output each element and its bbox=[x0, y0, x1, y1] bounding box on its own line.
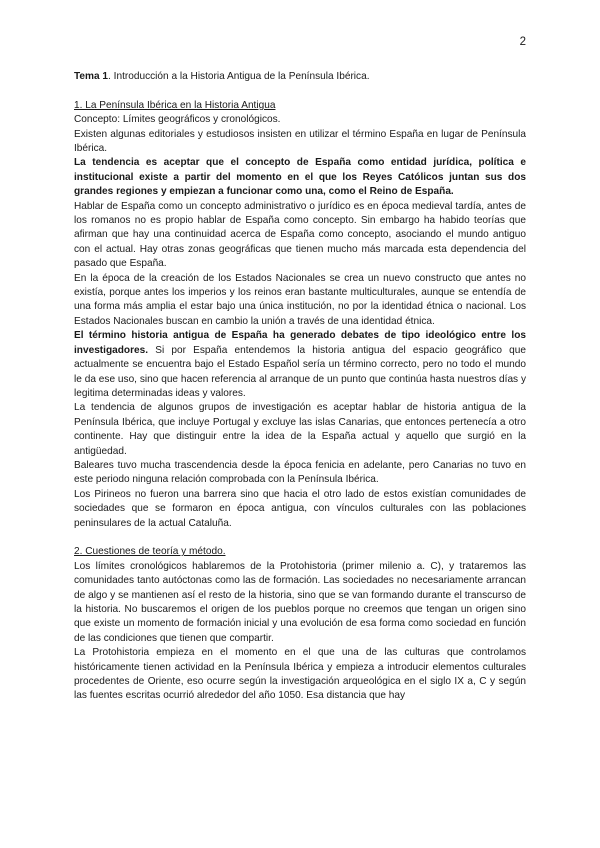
section-1-heading: 1. La Península Ibérica en la Historia Antigua bbox=[74, 99, 276, 111]
document-title bbox=[74, 70, 526, 84]
title-text: . Introducción a la Historia Antigua de la Península Ibérica. bbox=[108, 71, 370, 82]
document-body bbox=[74, 70, 526, 704]
paragraph: La Protohistoria empieza en el momento en el que una de las culturas que controlamos históricamente tienen actividad en la Península Ibérica y empieza a introducir elementos culturales procedentes de Oriente, eso ocurre según la investigación arqueológica en el siglo IX a, C y según las fuentes escritas ocurrió alrededor del año 1050. Esa distancia que hay bbox=[74, 647, 526, 702]
paragraph: Los Pirineos no fueron una barrera sino que hacia el otro lado de estos existían comunidades de sociedades que se formaron en época antigua, con vínculos culturales con las poblaciones peninsulares de la actual Cataluña. bbox=[74, 488, 526, 529]
paragraph: Concepto: Límites geográficos y cronológicos. bbox=[74, 114, 281, 126]
paragraph: Los límites cronológicos hablaremos de la Protohistoria (primer milenio a. C), y trataremos las comunidades tanto autóctonas como las de formación. Las sociedades no necesariamente arrancan de algo y se mantienen así el resto de la historia, sino que se van formando durante el transcurso de la historia. No buscaremos el origen de los pueblos porque no creemos que tengan un origen sino que existe un momento de formación inicial y una evolución de esa forma como sociedad en función de las condiciones que tienen que compartir. bbox=[74, 560, 526, 644]
bold-sentence: El término historia antigua de España ha generado debates de tipo ideológico entre los investigadores. bbox=[74, 330, 526, 356]
title-label: Tema 1 bbox=[74, 71, 109, 82]
section-gap bbox=[74, 531, 526, 545]
paragraph: Existen algunas editoriales y estudiosos insisten en utilizar el término España en lugar de Península Ibérica. bbox=[74, 128, 526, 155]
paragraph: La tendencia de algunos grupos de investigación es aceptar hablar de historia antigua de la Península Ibérica, que incluye Portugal y excluye las islas Canarias, que entonces pertenecía a otro continente. Hay que distinguir entre la idea de la España actual y aquello que surgió en la antigüedad. bbox=[74, 402, 526, 457]
paragraph: Baleares tuvo mucha trascendencia desde la época fenicia en adelante, pero Canarias no tuvo en este periodo ninguna relación comprobada con la Península Ibérica. bbox=[74, 459, 526, 486]
paragraph: Hablar de España como un concepto administrativo o jurídico es en época medieval tardía, antes de los romanos no es propio hablar de España como concepto. Sin embargo ha habido teorías que afirman que hay una continuidad acerca de España como concepto, asociando el mundo antiguo con el actual. Hay otras zonas geográficas que tienen mucho más marcada esta dependencia del pasado que España. bbox=[74, 200, 526, 270]
section-2-heading: 2. Cuestiones de teoría y método. bbox=[74, 546, 226, 558]
paragraph: En la época de la creación de los Estados Nacionales se crea un nuevo constructo que antes no existía, porque antes los imperios y los reinos eran bastante multiculturales, aunque se entendía de una forma más amplia el estar bajo una única institución, no por la identidad étnica o nacional. Los Estados Nacionales buscan en cambio la unión a través de una identidad étnica. bbox=[74, 272, 526, 327]
paragraph-text: Si por España entendemos la historia antigua del espacio geográfico que actualmente se encuentra bajo el Estado Español sería un término correcto, pero no todo el mundo le da ese uso, sino que hacen referencia al arranque de un punto que continúa hasta nuestros días y legitima determinadas ideas y valores. bbox=[74, 344, 526, 399]
page-number: 2 bbox=[519, 36, 526, 48]
bold-paragraph: La tendencia es aceptar que el concepto de España como entidad jurídica, política e institucional existe a partir del momento en el que los Reyes Católicos juntan sus dos grandes regiones y empiezan a funcionar como una, como el Reino de España. bbox=[74, 157, 526, 198]
paragraph bbox=[74, 329, 526, 401]
